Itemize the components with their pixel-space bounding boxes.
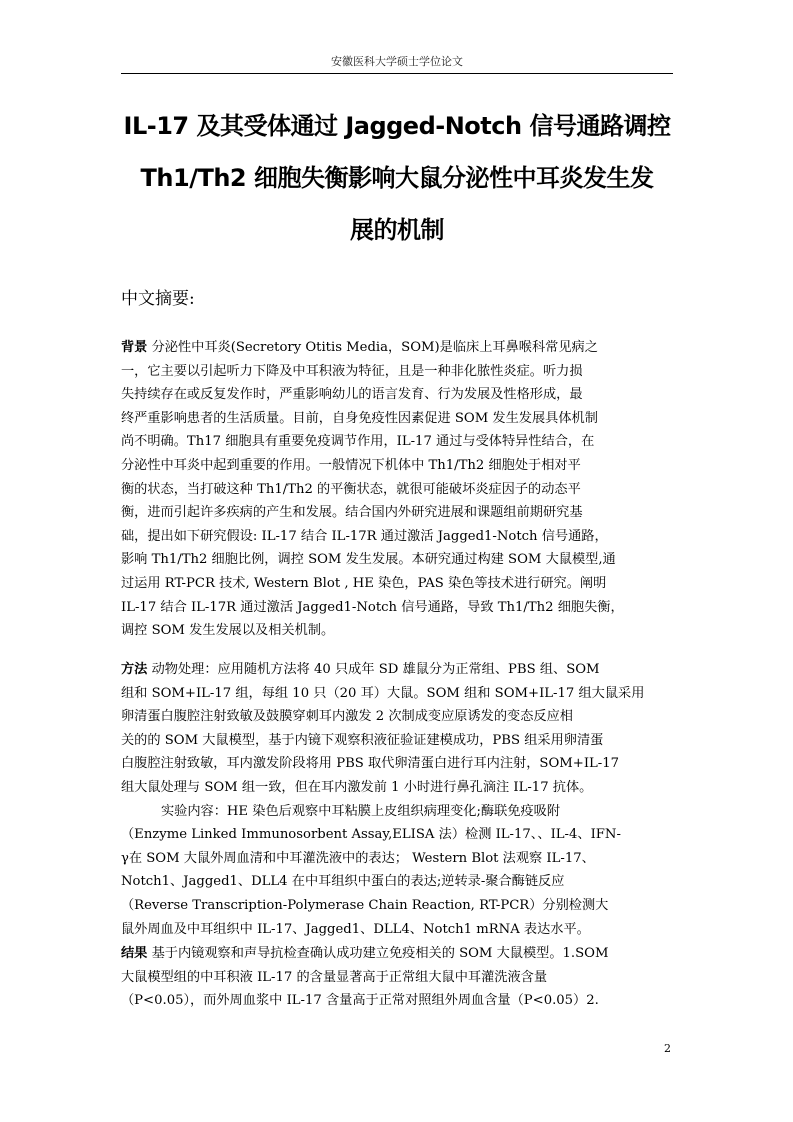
- paragraph-line: 衡的状态，当打破这种 Th1/Th2 的平衡状态，就很可能破坏炎症因子的动态平: [121, 481, 581, 497]
- paragraph-line: 衡，进而引起许多疾病的产生和发展。结合国内外研究进展和课题组前期研究基: [121, 505, 583, 521]
- section-label-results: 结果: [121, 946, 148, 961]
- methods-paragraph: [121, 658, 675, 941]
- paragraph-line: 失持续存在或反复发作时，严重影响幼儿的语言发育、行为发展及性格形成，最: [121, 387, 583, 403]
- thesis-title: [110, 100, 684, 256]
- paragraph-line: 组大鼠处理与 SOM 组一致，但在耳内激发前 1 小时进行鼻孔滴注 IL-17 抗体。: [121, 779, 593, 795]
- paragraph-line: 调控 SOM 发生发展以及相关机制。: [121, 623, 335, 639]
- paragraph-line: 一，它主要以引起听力下降及中耳积液为特征，且是一种非化脓性炎症。听力损: [121, 363, 583, 379]
- paragraph-line: （Reverse Transcription-Polymerase Chain Reaction, RT-PCR）分别检测大: [121, 897, 609, 913]
- paragraph-line: 结果 基于内镜观察和声导抗检查确认成功建立免疫相关的 SOM 大鼠模型。1.SOM: [121, 946, 609, 961]
- paragraph-line: （Enzyme Linked Immunosorbent Assay,ELISA 法）检测 IL-17、、IL-4、IFN-: [121, 827, 621, 843]
- title-line: IL-17 及其受体通过 Jagged-Notch 信号通路调控: [123, 112, 671, 140]
- paragraph-line: 白腹腔注射致敏，耳内激发阶段将用 PBS 取代卵清蛋白进行耳内注射，SOM+IL-17: [121, 756, 620, 772]
- paragraph-line: 背景 分泌性中耳炎(Secretory Otitis Media，SOM)是临床上耳鼻喉科常见病之: [121, 340, 598, 355]
- paragraph-line: 卵清蛋白腹腔注射致敏及鼓膜穿刺耳内激发 2 次制成变应原诱发的变态反应相: [121, 709, 573, 725]
- paragraph-line: 组和 SOM+IL-17 组，每组 10 只（20 耳）大鼠。SOM 组和 SOM+IL-17 组大鼠采用: [121, 685, 645, 701]
- page-number: 2: [664, 1042, 671, 1055]
- paragraph-line: 鼠外周血及中耳组织中 IL-17、Jagged1、DLL4、Notch1 mRNA 表达水平。: [121, 921, 590, 937]
- abstract-heading: 中文摘要:: [121, 289, 195, 309]
- paragraph-line: 大鼠模型组的中耳积液 IL-17 的含量显著高于正常组大鼠中耳灌洗液含量: [121, 969, 548, 985]
- results-paragraph: [121, 942, 675, 1013]
- paragraph-line: γ在 SOM 大鼠外周血清和中耳灌洗液中的表达； Western Blot 法观察 IL-17、: [121, 850, 595, 866]
- paragraph-line: 关的的 SOM 大鼠模型，基于内镜下观察积液征验证建模成功，PBS 组采用卵清蛋: [121, 732, 604, 748]
- paragraph-line: 过运用 RT-PCR 技术, Western Blot , HE 染色，PAS 染色等技术进行研究。阐明: [121, 575, 607, 591]
- paragraph-line: Notch1、Jagged1、DLL4 在中耳组织中蛋白的表达;逆转录-聚合酶链反应: [121, 874, 565, 890]
- paragraph-line: 终严重影响患者的生活质量。目前，自身免疫性因素促进 SOM 发生发展具体机制: [121, 410, 598, 426]
- paragraph-line: 方法 动物处理：应用随机方法将 40 只成年 SD 雄鼠分为正常组、PBS 组、SOM: [121, 662, 600, 677]
- title-line: Th1/Th2 细胞失衡影响大鼠分泌性中耳炎发生发: [140, 164, 654, 192]
- section-label-background: 背景: [121, 340, 148, 355]
- paragraph-line: IL-17 结合 IL-17R 通过激活 Jagged1-Notch 信号通路，导致 Th1/Th2 细胞失衡，: [121, 599, 624, 615]
- paragraph-line: 础，提出如下研究假设: IL-17 结合 IL-17R 通过激活 Jagged1-Notch 信号通路，: [121, 528, 608, 544]
- header-rule: [121, 73, 673, 74]
- paragraph-line: 分泌性中耳炎中起到重要的作用。一般情况下机体中 Th1/Th2 细胞处于相对平: [121, 457, 581, 473]
- paragraph-line: 影响 Th1/Th2 细胞比例，调控 SOM 发生发展。本研究通过构建 SOM 大鼠模型,通: [121, 552, 616, 568]
- running-header: 安徽医科大学硕士学位论文: [331, 55, 463, 68]
- paragraph-line: （P<0.05），而外周血浆中 IL-17 含量高于正常对照组外周血含量（P<0.05）2.: [121, 993, 599, 1009]
- title-line: 展的机制: [350, 216, 444, 244]
- background-paragraph: [121, 336, 675, 643]
- section-label-methods: 方法: [121, 662, 148, 677]
- paragraph-line: 尚不明确。Th17 细胞具有重要免疫调节作用，IL-17 通过与受体特异性结合，在: [121, 434, 595, 450]
- paragraph-line: 实验内容：HE 染色后观察中耳粘膜上皮组织病理变化;酶联免疫吸附: [161, 803, 561, 819]
